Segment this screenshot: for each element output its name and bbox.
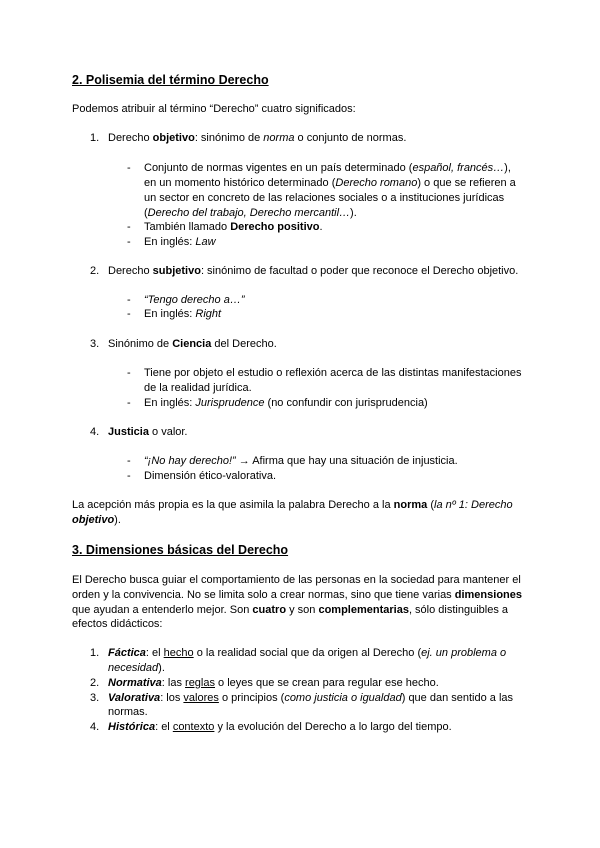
- item-1-sub-3: En inglés: Law: [144, 236, 216, 248]
- dim-1-text: Fáctica: el hecho o la realidad social que da origen al Derecho (ej. un problema o: [108, 647, 507, 659]
- section-3-heading: 3. Dimensiones básicas del Derecho: [72, 543, 289, 557]
- dim-3-text-line2: normas.: [108, 706, 148, 718]
- dim-2-text: Normativa: las reglas o leyes que se crean para regular ese hecho.: [108, 677, 439, 689]
- dim-1-text-line2: necesidad).: [108, 662, 165, 674]
- item-3-sub-2: En inglés: Jurisprudence (no confundir con jurisprudencia): [144, 397, 428, 409]
- dim-3-text: Valorativa: los valores o principios (como justicia o igualdad) que dan sentido a las: [108, 692, 514, 704]
- item-1-sub-1: Conjunto de normas vigentes en un país determinado (español, francés…),: [144, 162, 511, 174]
- item-4-number: 4.: [90, 426, 100, 438]
- item-1-sub-1-line4: (Derecho del trabajo, Derecho mercantil…).: [144, 207, 357, 219]
- item-2-sub-1: “Tengo derecho a…”: [144, 294, 245, 306]
- item-4-sub-2: Dimensión ético-valorativa.: [144, 470, 277, 482]
- item-1-sub-2: También llamado Derecho positivo.: [144, 221, 323, 233]
- dim-3-number: 3.: [90, 692, 100, 704]
- dash: -: [127, 367, 131, 379]
- item-1-text: Derecho objetivo: sinónimo de norma o conjunto de normas.: [108, 132, 407, 144]
- section-3-para-line3: que ayudan a entenderlo mejor. Son cuatro y son complementarias, sólo distinguibles a: [72, 604, 508, 616]
- item-1-sub-1-line3: un sector en concreto de las relaciones sociales o a instituciones jurídicas: [144, 192, 505, 204]
- section-3-para-line2: orden y la convivencia. No se limita solo a crear normas, sino que tiene varias dimensiones: [72, 589, 522, 601]
- dim-2-number: 2.: [90, 677, 100, 689]
- section-2-intro: Podemos atribuir al término “Derecho” cuatro significados:: [72, 103, 356, 115]
- dash: -: [127, 308, 131, 320]
- dash: -: [127, 221, 131, 233]
- item-3-text: Sinónimo de Ciencia del Derecho.: [108, 338, 277, 350]
- item-1-sub-1-line2: en un momento histórico determinado (Derecho romano) o que se refieren a: [144, 177, 516, 189]
- item-1-number: 1.: [90, 132, 100, 144]
- item-2-text: Derecho subjetivo: sinónimo de facultad o poder que reconoce el Derecho objetivo.: [108, 265, 519, 277]
- section-3-para-line4: efectos didácticos:: [72, 618, 163, 630]
- section-2-conclusion-line2: objetivo).: [72, 514, 121, 526]
- dash: -: [127, 294, 131, 306]
- section-2-conclusion-line1: La acepción más propia es la que asimila la palabra Derecho a la norma (la nº 1: Derecho: [72, 499, 513, 511]
- dash: -: [127, 470, 131, 482]
- item-3-number: 3.: [90, 338, 100, 350]
- dash: -: [127, 397, 131, 409]
- dash: -: [127, 455, 131, 467]
- section-2-heading: 2. Polisemia del término Derecho: [72, 73, 269, 87]
- dash: -: [127, 162, 131, 174]
- item-2-sub-2: En inglés: Right: [144, 308, 222, 320]
- item-4-text: Justicia o valor.: [108, 426, 188, 438]
- item-3-sub-1-line1: Tiene por objeto el estudio o reflexión acerca de las distintas manifestaciones: [144, 367, 522, 379]
- item-4-sub-1: “¡No hay derecho!” → Afirma que hay una situación de injusticia.: [144, 455, 458, 467]
- dash: -: [127, 236, 131, 248]
- item-2-number: 2.: [90, 265, 100, 277]
- item-3-sub-1-line2: de la realidad jurídica.: [144, 382, 252, 394]
- section-3-para-line1: El Derecho busca guiar el comportamiento de las personas en la sociedad para mantener el: [72, 574, 521, 586]
- dim-4-number: 4.: [90, 721, 100, 733]
- dim-4-text: Histórica: el contexto y la evolución del Derecho a lo largo del tiempo.: [108, 721, 452, 733]
- dim-1-number: 1.: [90, 647, 100, 659]
